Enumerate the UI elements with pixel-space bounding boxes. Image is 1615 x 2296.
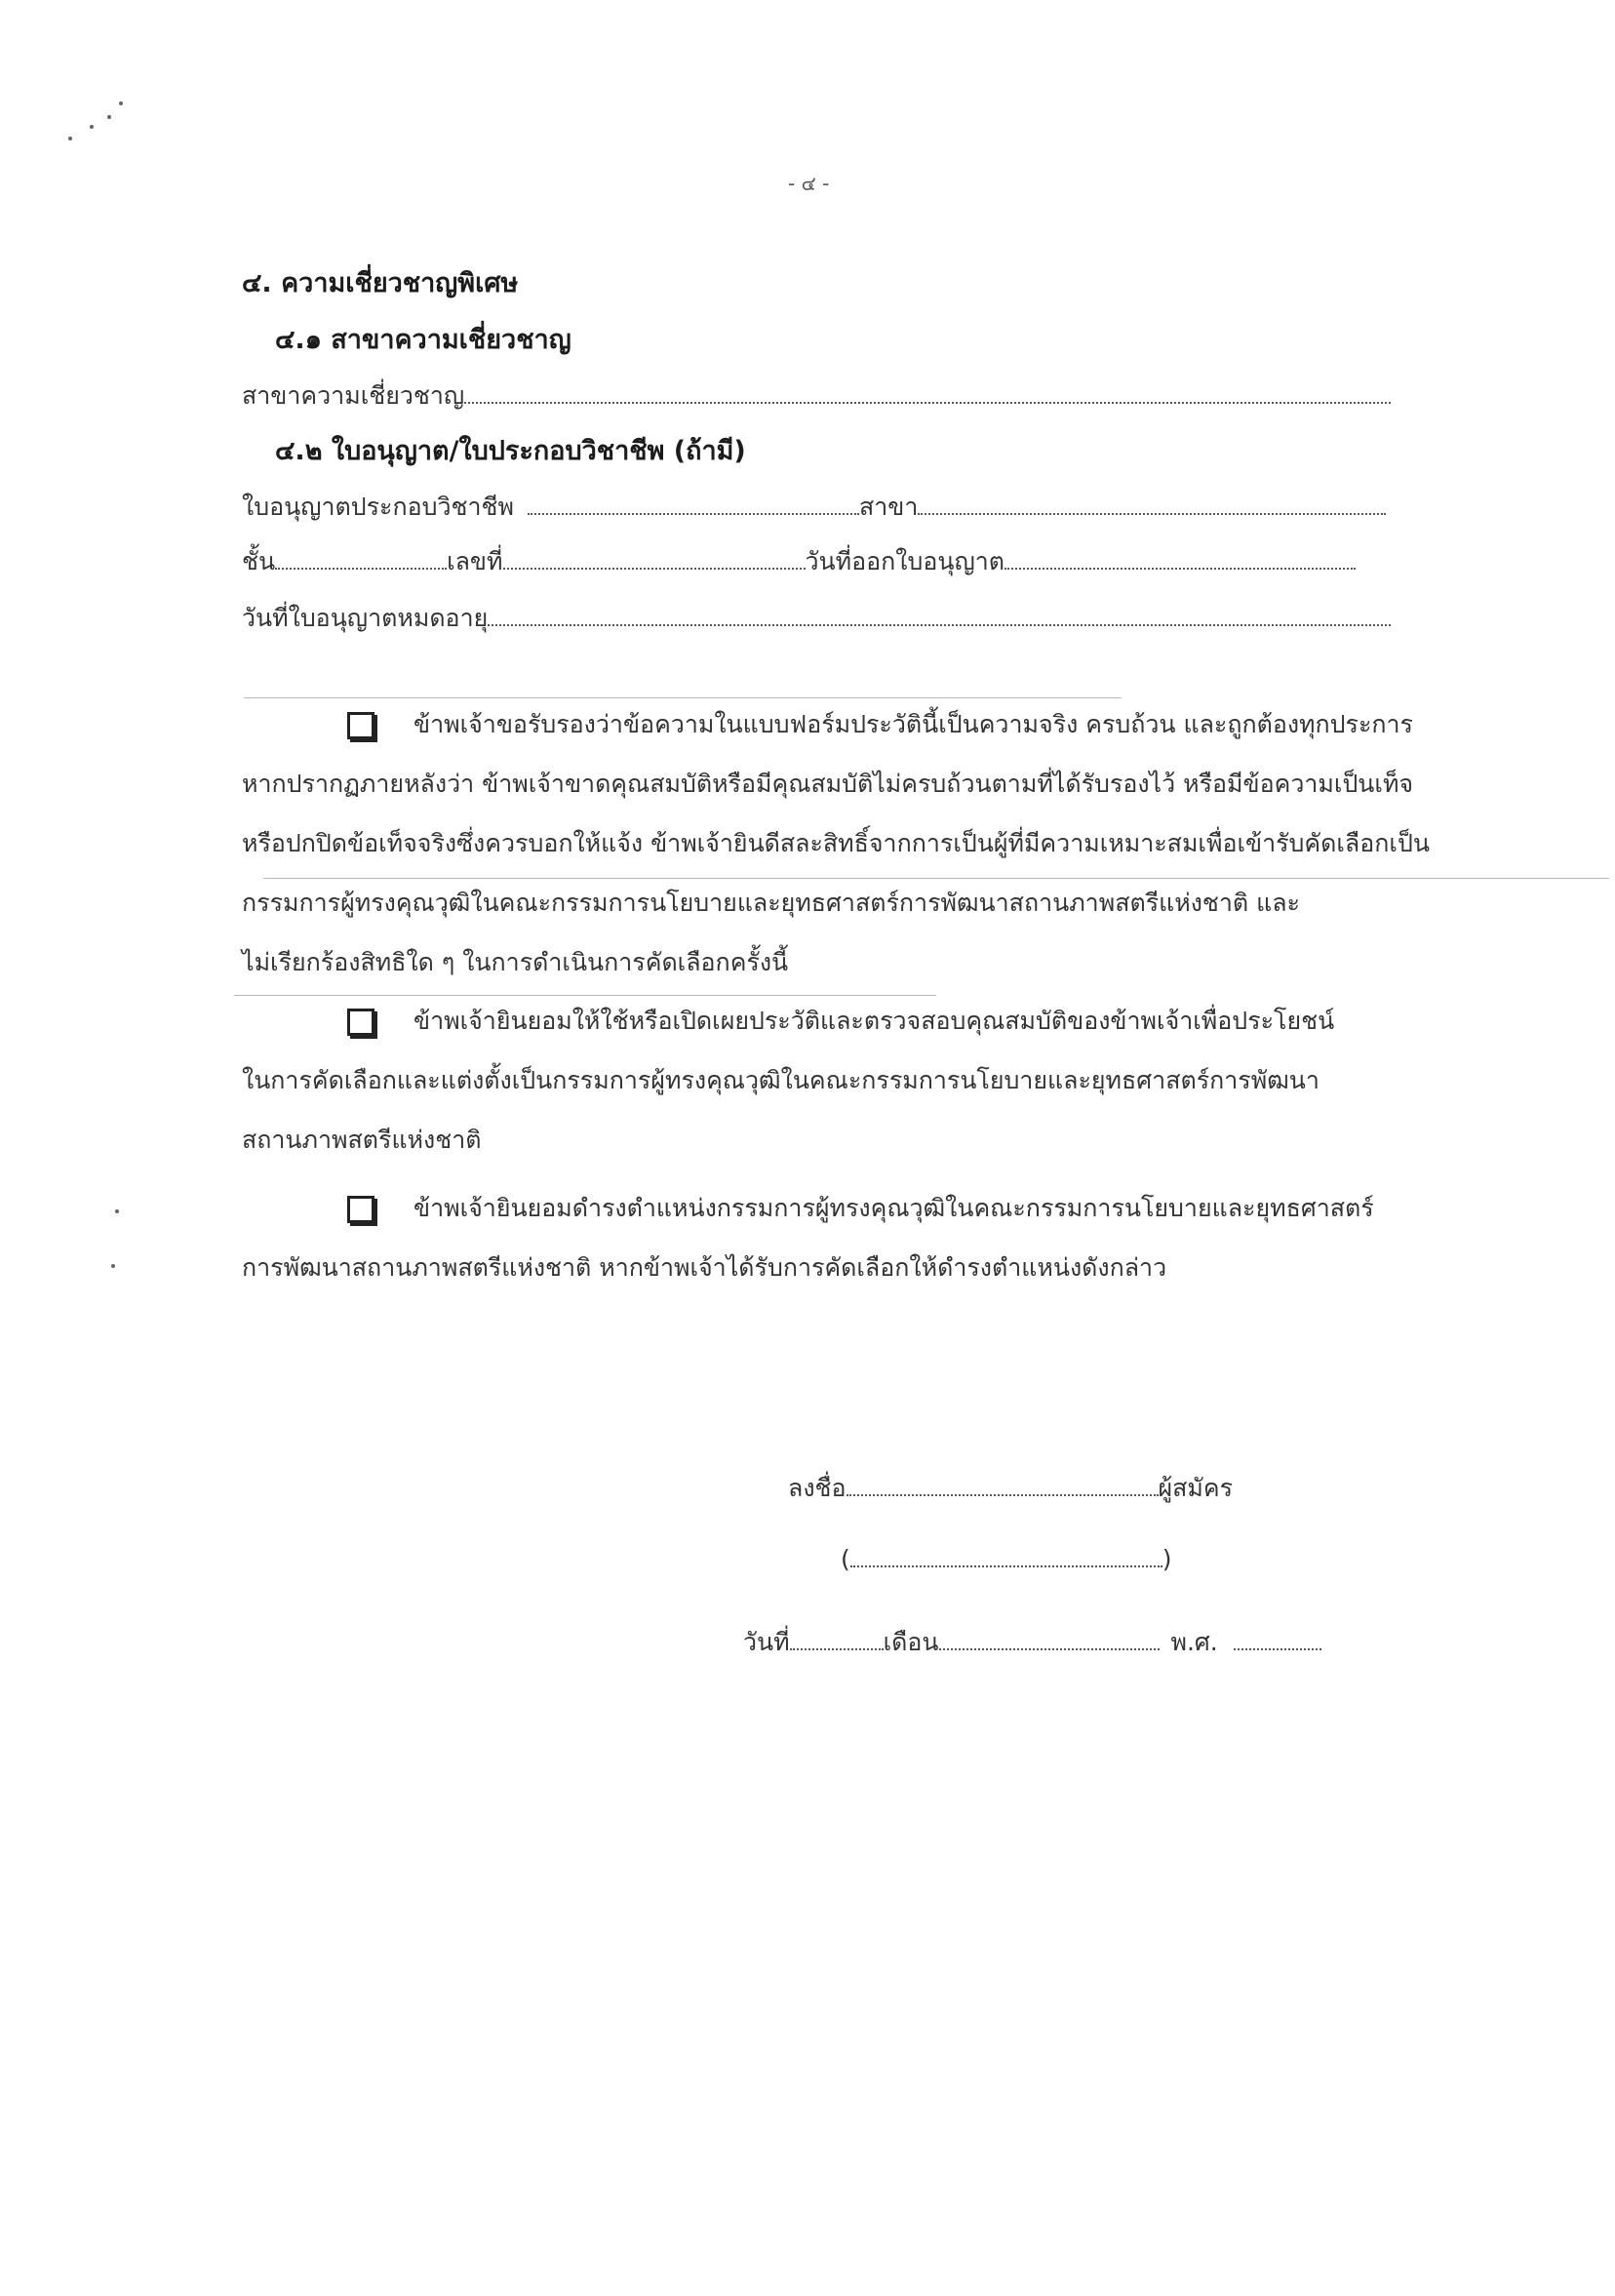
scan-speck — [115, 1209, 119, 1213]
consent-disclose-checkbox[interactable] — [347, 1009, 374, 1036]
branch-input[interactable] — [918, 494, 1386, 515]
declaration-line: หากปรากฏภายหลังว่า ข้าพเจ้าขาดคุณสมบัติหรือมีคุณสมบัติไม่ครบถ้วนตามที่ได้รับรองไว้ หรือมีข้อความเป็นเท็จ — [242, 770, 1414, 798]
sign-label: ลงชื่อ — [788, 1474, 847, 1502]
scan-speck — [68, 137, 72, 140]
license-label: ใบอนุญาตประกอบวิชาชีพ — [242, 493, 514, 521]
certify-checkbox[interactable] — [347, 712, 374, 739]
subsection-expertise-title: ๔.๑ สาขาความเชี่ยวชาญ — [275, 325, 571, 355]
paren-open: ( — [841, 1545, 850, 1573]
declaration-line: ในการคัดเลือกและแต่งตั้งเป็นกรรมการผู้ทรงคุณวุฒิในคณะกรรมการนโยบายและยุทธศาสตร์การพัฒนา — [242, 1066, 1320, 1094]
date-row — [743, 1623, 1321, 1662]
declaration-line: ไม่เรียกร้องสิทธิใด ๆ ในการดำเนินการคัดเลือกครั้งนี้ — [242, 948, 789, 976]
license-input[interactable] — [528, 494, 859, 515]
year-label: พ.ศ. — [1170, 1628, 1218, 1656]
day-input[interactable] — [790, 1629, 884, 1650]
level-label: ชั้น — [242, 547, 276, 575]
declaration-line: ข้าพเจ้าขอรับรองว่าข้อความในแบบฟอร์มประวัตินี้เป็นความจริง ครบถ้วน และถูกต้องทุกประการ — [414, 710, 1413, 738]
number-label: เลขที่ — [447, 547, 503, 575]
signature-input[interactable] — [847, 1475, 1159, 1496]
month-label: เดือน — [883, 1628, 939, 1656]
paren-close: ) — [1162, 1545, 1172, 1573]
scan-speck — [119, 101, 123, 105]
declaration-line: ข้าพเจ้ายินยอมให้ใช้หรือเปิดเผยประวัติและตรวจสอบคุณสมบัติของข้าพเจ้าเพื่อประโยชน์ — [414, 1007, 1335, 1035]
number-input[interactable] — [503, 548, 806, 570]
declaration-line: กรรมการผู้ทรงคุณวุฒิในคณะกรรมการนโยบายและยุทธศาสตร์การพัฒนาสถานภาพสตรีแห่งชาติ และ — [242, 889, 1300, 917]
expertise-field-input[interactable] — [464, 382, 1391, 404]
expertise-field-label: สาขาความเชี่ยวชาญ — [242, 381, 465, 410]
section-title: ๔. ความเชี่ยวชาญพิเศษ — [242, 268, 519, 298]
expertise-field-row — [242, 376, 1391, 416]
license-row — [242, 488, 1386, 527]
expire-date-input[interactable] — [488, 605, 1391, 626]
month-input[interactable] — [939, 1629, 1160, 1650]
issue-date-input[interactable] — [1004, 548, 1356, 570]
day-label: วันที่ — [743, 1628, 790, 1656]
scan-speck — [107, 115, 111, 119]
license-detail-row — [242, 542, 1356, 581]
signature-row — [788, 1469, 1233, 1508]
declaration-line: การพัฒนาสถานภาพสตรีแห่งชาติ หากข้าพเจ้าได้รับการคัดเลือกให้ดำรงตำแหน่งดังกล่าว — [242, 1253, 1167, 1282]
branch-label: สาขา — [859, 493, 919, 521]
declaration-line: หรือปกปิดข้อเท็จจริงซึ่งควรบอกให้แจ้ง ข้าพเจ้ายินดีสละสิทธิ์จากการเป็นผู้ที่มีความเหมาะสมเพื่อเข้ารับคัดเลือกเป็น — [242, 829, 1430, 857]
subsection-license-title: ๔.๒ ใบอนุญาต/ใบประกอบวิชาชีพ (ถ้ามี) — [275, 436, 746, 466]
declaration-line: ข้าพเจ้ายินยอมดำรงตำแหน่งกรรมการผู้ทรงคุณวุฒิในคณะกรรมการนโยบายและยุทธศาสตร์ — [414, 1194, 1374, 1222]
applicant-label: ผู้สมัคร — [1158, 1474, 1234, 1502]
scan-speck — [90, 125, 94, 129]
declaration-line: สถานภาพสตรีแห่งชาติ — [242, 1126, 482, 1154]
declaration-consent-disclose — [242, 991, 1451, 1169]
accept-position-checkbox[interactable] — [347, 1196, 374, 1223]
year-input[interactable] — [1234, 1629, 1321, 1650]
declaration-accept-position — [242, 1178, 1451, 1297]
scan-speck — [111, 1264, 115, 1268]
expire-date-row — [242, 599, 1391, 638]
declaration-certify — [242, 694, 1451, 992]
printed-name-input[interactable] — [850, 1546, 1162, 1567]
page-number: - ๔ - — [788, 172, 830, 195]
issue-date-label: วันที่ออกใบอนุญาต — [805, 547, 1005, 575]
printed-name-row — [841, 1545, 1172, 1573]
expire-date-label: วันที่ใบอนุญาตหมดอายุ — [242, 604, 489, 632]
level-input[interactable] — [275, 548, 447, 570]
